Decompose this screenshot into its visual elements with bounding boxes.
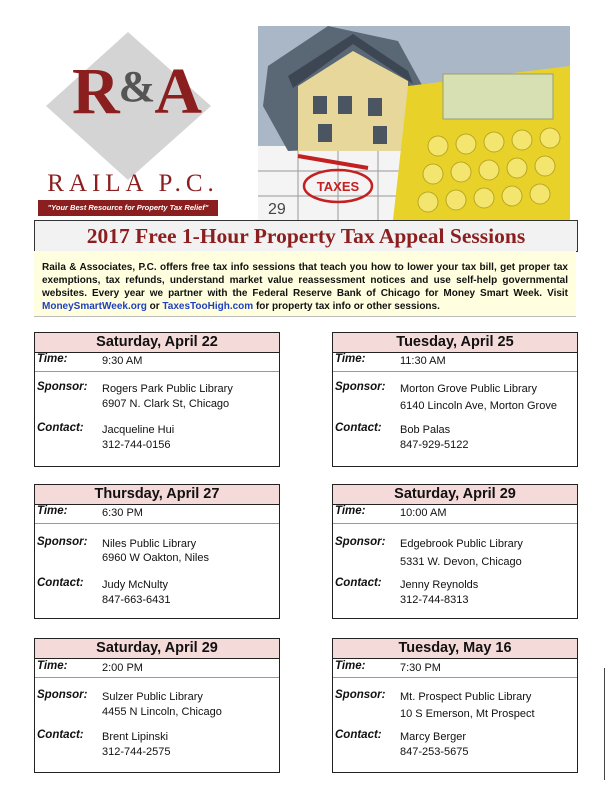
session-phone: 312-744-8313 bbox=[400, 594, 469, 606]
firm-tagline: "Your Best Resource for Property Tax Relief" bbox=[38, 200, 218, 216]
divider bbox=[333, 677, 577, 678]
logo-monogram bbox=[56, 52, 216, 127]
session-sponsor: Mt. Prospect Public Library bbox=[400, 691, 532, 703]
session-sponsor: Morton Grove Public Library bbox=[400, 383, 537, 395]
taxestoohigh-link[interactable]: TaxesTooHigh.com bbox=[162, 301, 254, 312]
session-phone: 312-744-2575 bbox=[102, 746, 171, 758]
contact-label: Contact: bbox=[335, 729, 382, 741]
session-sponsor: Niles Public Library bbox=[102, 538, 197, 550]
sponsor-label: Sponsor: bbox=[37, 536, 88, 548]
session-contact: Jenny Reynolds bbox=[400, 579, 479, 591]
time-label: Time: bbox=[335, 353, 366, 365]
contact-label: Contact: bbox=[37, 729, 84, 741]
sponsor-label: Sponsor: bbox=[335, 536, 386, 548]
session-address: 10 S Emerson, Mt Prospect bbox=[400, 708, 535, 720]
session-address: 5331 W. Devon, Chicago bbox=[400, 556, 522, 568]
intro-visit-prefix: Visit bbox=[547, 288, 569, 299]
session-day: Tuesday, April 25 bbox=[333, 333, 577, 353]
session-phone: 847-253-5675 bbox=[400, 746, 469, 758]
session-card bbox=[332, 638, 578, 773]
intro-or: or bbox=[146, 301, 163, 312]
intro-paragraph bbox=[34, 251, 576, 317]
divider bbox=[35, 523, 279, 524]
session-address: 6907 N. Clark St, Chicago bbox=[102, 398, 230, 410]
session-time: 10:00 AM bbox=[400, 507, 447, 519]
sponsor-label: Sponsor: bbox=[37, 689, 88, 701]
divider bbox=[333, 371, 577, 372]
session-card bbox=[34, 332, 280, 467]
session-card bbox=[34, 638, 280, 773]
intro-visit-suffix: for property tax info or other sessions. bbox=[253, 301, 440, 312]
time-label: Time: bbox=[37, 505, 68, 517]
logo-amp: & bbox=[118, 62, 154, 111]
divider bbox=[333, 523, 577, 524]
hero-image bbox=[258, 26, 570, 220]
session-time: 6:30 PM bbox=[102, 507, 143, 519]
session-contact: Jacqueline Hui bbox=[102, 424, 175, 436]
hero-stamp-text: TAXES bbox=[316, 179, 360, 194]
session-day: Thursday, April 27 bbox=[35, 485, 279, 505]
session-time: 2:00 PM bbox=[102, 662, 143, 674]
session-time: 7:30 PM bbox=[400, 662, 441, 674]
session-card bbox=[332, 332, 578, 467]
contact-label: Contact: bbox=[37, 422, 84, 434]
contact-label: Contact: bbox=[335, 577, 382, 589]
sponsor-label: Sponsor: bbox=[335, 689, 386, 701]
session-contact: Bob Palas bbox=[400, 424, 451, 436]
session-time: 9:30 AM bbox=[102, 355, 143, 367]
session-phone: 847-929-5122 bbox=[400, 439, 469, 451]
session-address: 4455 N Lincoln, Chicago bbox=[102, 706, 222, 718]
time-label: Time: bbox=[335, 505, 366, 517]
session-sponsor: Rogers Park Public Library bbox=[102, 383, 233, 395]
sponsor-label: Sponsor: bbox=[37, 381, 88, 393]
session-day: Saturday, April 29 bbox=[333, 485, 577, 505]
logo-a: A bbox=[154, 55, 200, 128]
logo-r: R bbox=[72, 55, 118, 128]
intro-body: Raila & Associates, P.C. offers free tax info sessions that teach you how to lower your tax bill, get proper tax exemptions, tax refunds, understand market value reassessment notices and use self-help governmental websites. Every year we partner with the Federal Reserve Bank of Chicago for Money Smart Week. bbox=[42, 262, 568, 299]
moneysmartweek-link[interactable]: MoneySmartWeek.org bbox=[42, 301, 147, 312]
session-contact: Brent Lipinski bbox=[102, 731, 169, 743]
page-title: 2017 Free 1-Hour Property Tax Appeal Sessions bbox=[34, 220, 578, 252]
time-label: Time: bbox=[37, 660, 68, 672]
sponsor-label: Sponsor: bbox=[335, 381, 386, 393]
contact-label: Contact: bbox=[335, 422, 382, 434]
session-time: 11:30 AM bbox=[400, 355, 446, 367]
session-address: 6140 Lincoln Ave, Morton Grove bbox=[400, 400, 557, 412]
session-contact: Judy McNulty bbox=[102, 579, 169, 591]
session-address: 6960 W Oakton, Niles bbox=[102, 552, 209, 564]
hero-calendar-number: 29 bbox=[268, 201, 286, 218]
session-day: Saturday, April 22 bbox=[35, 333, 279, 353]
session-card bbox=[34, 484, 280, 619]
divider bbox=[35, 677, 279, 678]
time-label: Time: bbox=[37, 353, 68, 365]
session-contact: Marcy Berger bbox=[400, 731, 467, 743]
divider bbox=[35, 371, 279, 372]
firm-name: RAILA P.C. bbox=[47, 170, 219, 197]
session-day: Tuesday, May 16 bbox=[333, 639, 577, 659]
session-sponsor: Edgebrook Public Library bbox=[400, 538, 523, 550]
margin-line bbox=[604, 668, 605, 780]
time-label: Time: bbox=[335, 660, 366, 672]
session-day: Saturday, April 29 bbox=[35, 639, 279, 659]
contact-label: Contact: bbox=[37, 577, 84, 589]
session-card bbox=[332, 484, 578, 619]
session-phone: 847-663-6431 bbox=[102, 594, 171, 606]
session-phone: 312-744-0156 bbox=[102, 439, 171, 451]
session-sponsor: Sulzer Public Library bbox=[102, 691, 203, 703]
